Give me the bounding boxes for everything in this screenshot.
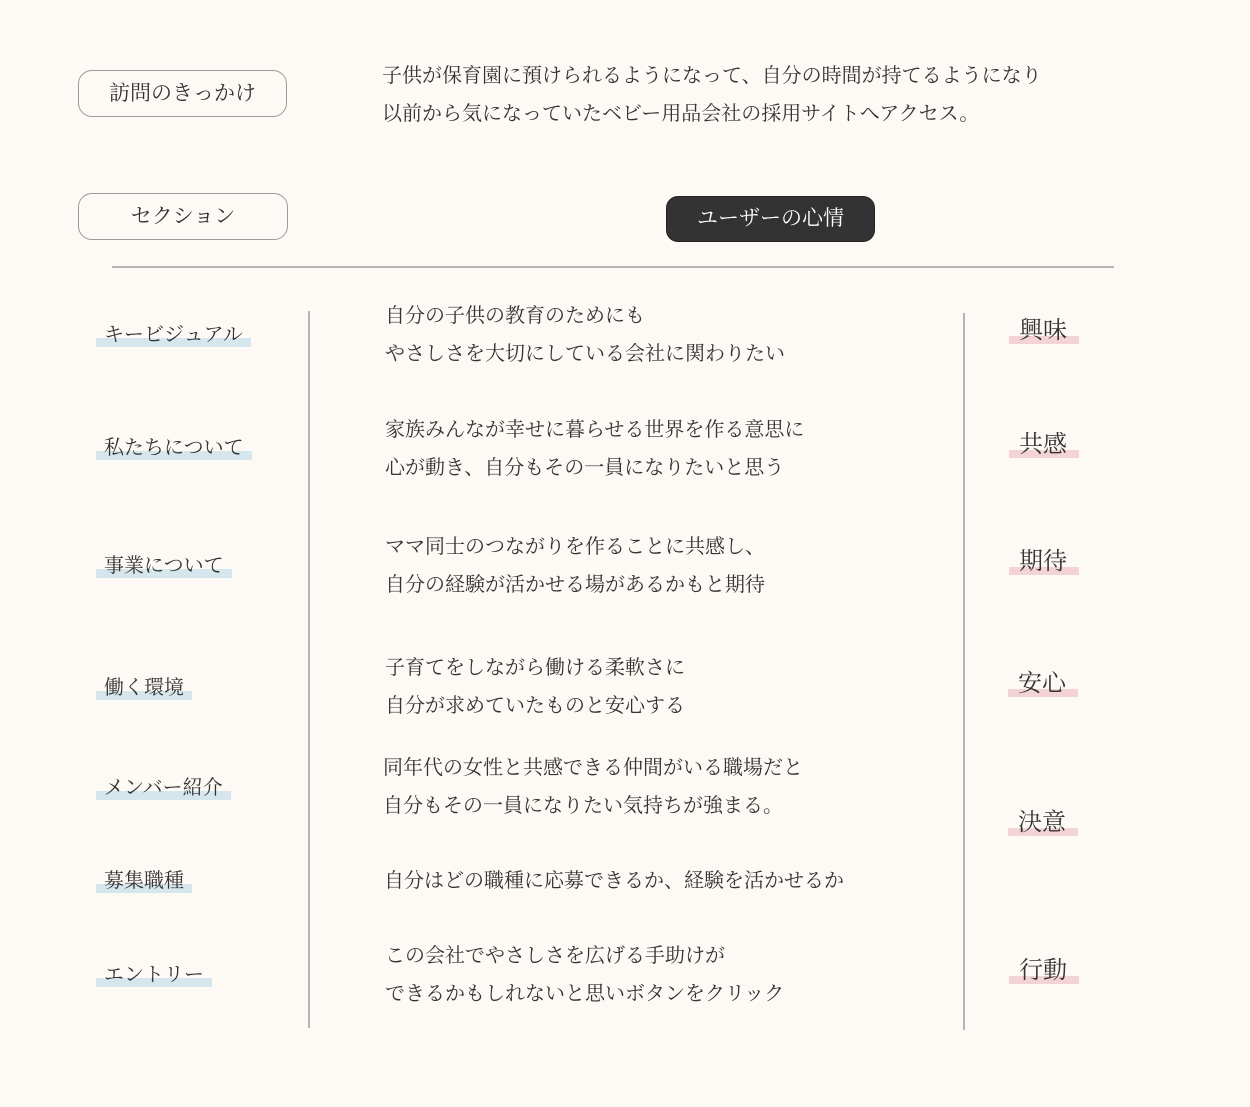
row-text-entry [385, 936, 784, 1012]
row-line: 子育てをしながら働ける柔軟さに [385, 655, 685, 679]
row-line: やさしさを大切にしている会社に関わりたい [385, 341, 785, 365]
row-line: この会社でやさしさを広げる手助けが [385, 943, 725, 967]
row-line: 自分もその一員になりたい気持ちが強まる。 [383, 793, 783, 817]
row-line: できるかもしれないと思いボタンをクリック [385, 981, 785, 1005]
emotion-action: 行動 [1009, 956, 1079, 984]
row-text-key-visual [385, 296, 785, 372]
row-line: 心が動き、自分もその一員になりたいと思う [385, 455, 785, 479]
section-label-members: メンバー紹介 [96, 774, 231, 800]
emotion-expectation: 期待 [1009, 547, 1079, 575]
row-line: ママ同士のつながりを作ることに共感し、 [385, 534, 765, 558]
right-column-divider [963, 313, 965, 1030]
section-label-work-environment: 働く環境 [96, 674, 192, 700]
section-header-pill [78, 193, 288, 240]
row-text-work-environment [385, 648, 685, 724]
left-column-divider [308, 311, 310, 1028]
row-text-members [383, 748, 803, 824]
emotion-header: ユーザーの心情 [697, 206, 844, 230]
emotion-interest: 興味 [1009, 316, 1079, 344]
row-line: 自分の経験が活かせる場があるかもと期待 [385, 572, 765, 596]
section-label-entry: エントリー [96, 961, 212, 987]
section-label-job-openings: 募集職種 [96, 867, 192, 893]
header-divider [112, 266, 1114, 268]
row-line: 自分はどの職種に応募できるか、経験を活かせるか [384, 868, 844, 892]
row-text-business [385, 527, 765, 603]
trigger-line-1: 子供が保育園に預けられるようになって、自分の時間が持てるようになり [382, 63, 1042, 87]
row-line: 同年代の女性と共感できる仲間がいる職場だと [383, 755, 803, 779]
trigger-label: 訪問のきっかけ [109, 81, 256, 105]
emotion-empathy: 共感 [1009, 430, 1079, 458]
trigger-line-2: 以前から気になっていたベビー用品会社の採用サイトへアクセス。 [382, 101, 980, 125]
section-label-about-us: 私たちについて [96, 434, 252, 460]
row-text-about-us [385, 410, 804, 486]
trigger-text [382, 56, 1042, 132]
row-line: 家族みんなが幸せに暮らせる世界を作る意思に [385, 417, 805, 441]
emotion-determination: 決意 [1008, 808, 1078, 836]
trigger-label-pill [78, 70, 287, 117]
row-line: 自分の子供の教育のためにも [385, 303, 645, 327]
emotion-header-pill [666, 196, 875, 242]
emotion-relief: 安心 [1008, 669, 1078, 697]
row-text-job-openings [384, 861, 844, 899]
section-label-business: 事業について [96, 552, 232, 578]
section-header: セクション [130, 204, 236, 228]
section-label-key-visual: キービジュアル [96, 321, 251, 347]
row-line: 自分が求めていたものと安心する [385, 693, 685, 717]
